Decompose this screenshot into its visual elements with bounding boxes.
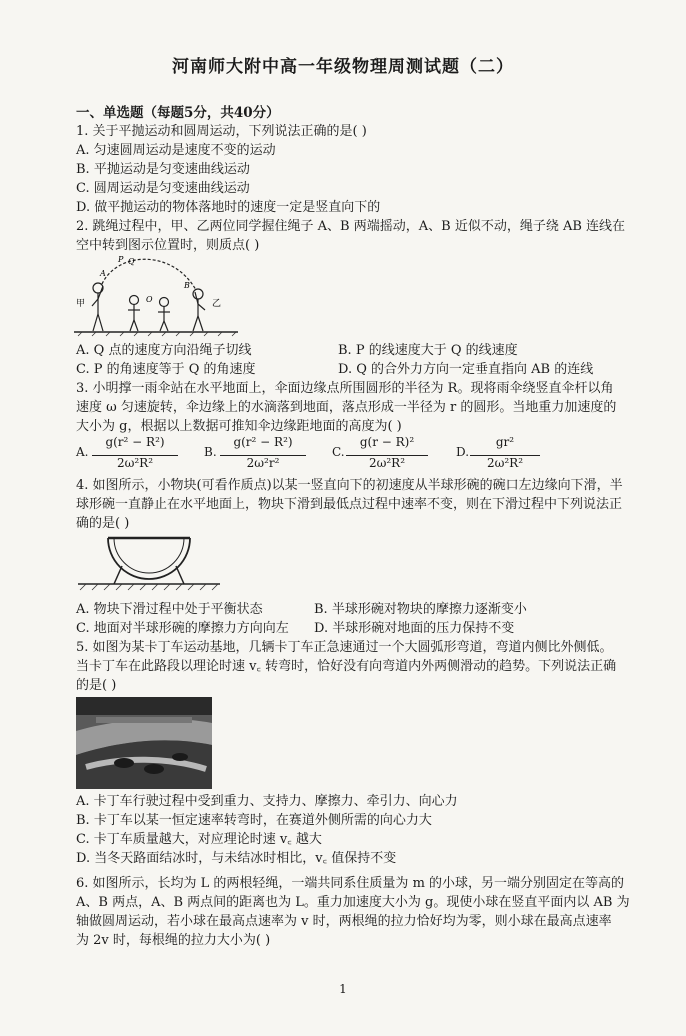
q3-option-d-denominator: 2ω²R² xyxy=(470,455,540,470)
label-b: B xyxy=(184,281,190,290)
q4-option-a: A. 物块下滑过程中处于平衡状态 xyxy=(76,602,263,617)
q4-option-d: D. 半球形碗对地面的压力保持不变 xyxy=(314,621,515,636)
q3-stem-line3: 大小为 g，根据以上数据可推知伞边缘距地面的高度为( ) xyxy=(76,419,402,434)
q1-stem: 1. 关于平抛运动和圆周运动，下列说法正确的是( ) xyxy=(76,124,367,139)
label-p: P xyxy=(118,255,124,264)
jump-rope-figure xyxy=(72,254,242,338)
kart-track-photo xyxy=(76,697,212,789)
q3-option-d-label: D. xyxy=(456,445,470,459)
q3-option-a-denominator: 2ω²R² xyxy=(92,455,178,470)
q1-option-a: A. 匀速圆周运动是速度不变的运动 xyxy=(76,143,276,158)
q4-option-c: C. 地面对半球形碗的摩擦力方向向左 xyxy=(76,621,289,636)
q2-stem-line2: 空中转到图示位置时，则质点( ) xyxy=(76,238,260,253)
label-jia: 甲 xyxy=(76,299,86,309)
q2-stem-line1: 2. 跳绳过程中，甲、乙两位同学握住绳子 A、B 两端摇动，A、B 近似不动，绳子绕 AB 连线在 xyxy=(76,219,626,234)
q2-option-b: B. P 的线速度大于 Q 的线速度 xyxy=(338,343,518,358)
q2-option-d: D. Q 的合外力方向一定垂直指向 AB 的连线 xyxy=(338,362,594,377)
q1-option-d: D. 做平抛运动的物体落地时的速度一定是竖直向下的 xyxy=(76,200,381,215)
q2-option-a: A. Q 点的速度方向沿绳子切线 xyxy=(76,343,252,358)
section-heading: 一、单选题（每题5分，共40分） xyxy=(76,105,280,121)
q5-stem-line1: 5. 如图为某卡丁车运动基地，几辆卡丁车正急速通过一个大圆弧形弯道，弯道内侧比外侧低。 xyxy=(76,640,613,655)
q5-option-d: D. 当冬天路面结冰时，与未结冰时相比，v꜀ 值保持不变 xyxy=(76,851,397,866)
q3-option-c-denominator: 2ω²R² xyxy=(346,455,428,470)
q3-option-b-numerator: g(r² − R²) xyxy=(233,435,293,449)
label-q: Q xyxy=(128,257,135,266)
q6-stem-line1: 6. 如图所示，长均为 L 的两根轻绳，一端共同系住质量为 m 的小球，另一端分别固定在等高的 xyxy=(76,876,625,891)
hemisphere-bowl-figure xyxy=(74,532,224,598)
q6-stem-line2: A、B 两点，A、B 两点间的距离也为 L。重力加速度大小为 g。现使小球在竖直平面内以 AB 为 xyxy=(76,895,630,910)
exam-title: 河南师大附中高一年级物理周测试题（二） xyxy=(172,57,514,77)
q5-stem-line3: 的是( ) xyxy=(76,678,117,693)
q6-stem-line3: 轴做圆周运动，若小球在最高点速率为 v 时，两根绳的拉力恰好均为零，则小球在最高点速率 xyxy=(76,914,612,929)
q3-option-b-denominator: 2ω²r² xyxy=(220,455,306,470)
q4-stem-line3: 确的是( ) xyxy=(76,516,130,531)
label-yi: 乙 xyxy=(212,299,222,309)
q5-option-c: C. 卡丁车质量越大，对应理论时速 v꜀ 越大 xyxy=(76,832,322,847)
q1-option-c: C. 圆周运动是匀变速曲线运动 xyxy=(76,181,250,196)
q3-option-c-numerator: g(r − R)² xyxy=(359,435,415,449)
q4-stem-line1: 4. 如图所示，小物块(可看作质点)以某一竖直向下的初速度从半球形碗的碗口左边缘向下滑，半 xyxy=(76,478,623,493)
q5-option-b: B. 卡丁车以某一恒定速率转弯时，在赛道外侧所需的向心力大 xyxy=(76,813,432,828)
q6-stem-line4: 为 2v 时，每根绳的拉力大小为( ) xyxy=(76,933,271,948)
page-number: 1 xyxy=(339,982,347,996)
q4-option-b: B. 半球形碗对物块的摩擦力逐渐变小 xyxy=(314,602,527,617)
q5-option-a: A. 卡丁车行驶过程中受到重力、支持力、摩擦力、牵引力、向心力 xyxy=(76,794,458,809)
q3-option-a-label: A. xyxy=(76,445,89,459)
q3-stem-line1: 3. 小明撑一雨伞站在水平地面上，伞面边缘点所围圆形的半径为 R。现将雨伞绕竖直伞杆以角 xyxy=(76,381,614,396)
label-o: O xyxy=(146,295,153,304)
q1-option-b: B. 平抛运动是匀变速曲线运动 xyxy=(76,162,250,177)
q3-option-b-label: B. xyxy=(204,445,217,459)
q3-option-d-numerator: gr² xyxy=(495,435,515,449)
q3-stem-line2: 速度 ω 匀速旋转，伞边缘上的水滴落到地面，落点形成一半径为 r 的圆形。当地重力加速度的 xyxy=(76,400,617,415)
q2-option-c: C. P 的角速度等于 Q 的角速度 xyxy=(76,362,256,377)
q3-option-c-label: C. xyxy=(332,445,345,459)
q4-stem-line2: 球形碗一直静止在水平地面上，物块下滑到最低点过程中速率不变，则在下滑过程中下列说法正 xyxy=(76,497,623,512)
label-a: A xyxy=(100,269,106,278)
q5-stem-line2: 当卡丁车在此路段以理论时速 v꜀ 转弯时，恰好没有向弯道内外两侧滑动的趋势。下列说法正确 xyxy=(76,659,617,674)
q3-option-a-numerator: g(r² − R²) xyxy=(105,435,165,449)
